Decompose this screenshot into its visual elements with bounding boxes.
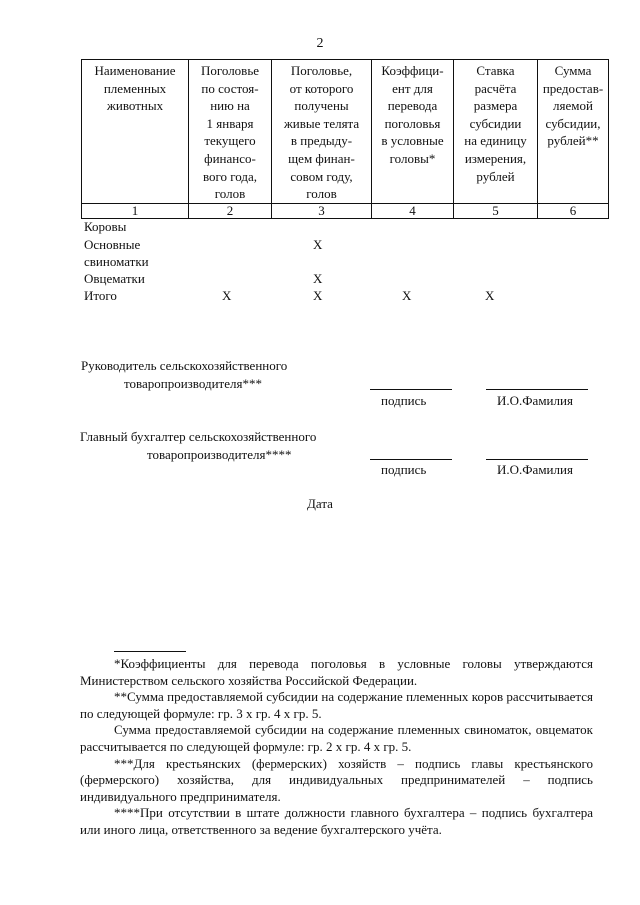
column-number: 2 xyxy=(189,203,272,218)
cell-mark: Х xyxy=(313,237,323,252)
column-number: 3 xyxy=(272,203,372,218)
cell-mark: Х xyxy=(313,271,323,286)
name-caption: И.О.Фамилия xyxy=(497,393,573,408)
row-label-sows-line2: свиноматки xyxy=(84,254,149,269)
column-number-row xyxy=(82,203,609,218)
column-number: 4 xyxy=(372,203,454,218)
column-number: 6 xyxy=(538,203,609,218)
row-label-total: Итого xyxy=(84,288,117,303)
name-caption: И.О.Фамилия xyxy=(497,462,573,477)
column-number: 5 xyxy=(454,203,538,218)
row-label-ewes: Овцематки xyxy=(84,271,145,286)
name-line xyxy=(486,459,588,460)
footnote: **Сумма предоставляемой субсидии на содержание племенных коров рассчитывается по следующей формуле: гр. 3 х гр. 4 х гр. 5. xyxy=(80,689,593,721)
cell-mark: Х xyxy=(485,288,495,303)
page-number: 2 xyxy=(316,36,324,51)
header-cell: Наименование племенных животных xyxy=(82,60,189,204)
footnote-rule xyxy=(114,651,186,652)
header-cell: Сумма предостав- ляемой субсидии, рублей** xyxy=(538,60,609,204)
signatory-title-line2: товаропроизводителя*** xyxy=(124,376,262,391)
column-number: 1 xyxy=(82,203,189,218)
footnote: Сумма предоставляемой субсидии на содержание племенных свиноматок, овцематок рассчитывается по следующей формуле: гр. 2 х гр. 4 х гр. 5. xyxy=(80,722,593,754)
signature-line xyxy=(370,459,452,460)
signature-caption: подпись xyxy=(381,393,427,408)
header-cell: Ставка расчёта размера субсидии на единицу измерения, рублей xyxy=(454,60,538,204)
signature-caption: подпись xyxy=(381,462,427,477)
cell-mark: Х xyxy=(402,288,412,303)
subsidy-table xyxy=(81,59,609,219)
cell-mark: Х xyxy=(313,288,323,303)
accountant-title-line2: товаропроизводителя**** xyxy=(147,447,292,462)
header-cell: Поголовье, от которого получены живые телята в предыду- щем финан- совом году, голов xyxy=(272,60,372,204)
table-header-row xyxy=(82,60,609,204)
cell-mark: Х xyxy=(222,288,232,303)
footnotes xyxy=(80,656,593,839)
header-cell: Поголовье по состоя- нию на 1 января текущего финансо- вого года, голов xyxy=(189,60,272,204)
date-label: Дата xyxy=(307,496,333,511)
footnote: *Коэффициенты для перевода поголовья в условные головы утверждаются Министерством сельского хозяйства Российской Федерации. xyxy=(80,656,593,688)
row-label-sows-line1: Основные xyxy=(84,237,141,252)
name-line xyxy=(486,389,588,390)
row-label-cows: Коровы xyxy=(84,219,127,234)
signatory-title-line1: Руководитель сельскохозяйственного xyxy=(81,358,288,373)
header-cell: Коэффици- ент для перевода поголовья в условные головы* xyxy=(372,60,454,204)
footnote: ****При отсутствии в штате должности главного бухгалтера – подпись бухгалтера или иного лица, ответственного за ведение бухгалтерского учёта. xyxy=(80,805,593,837)
signature-line xyxy=(370,389,452,390)
accountant-title-line1: Главный бухгалтер сельскохозяйственного xyxy=(80,429,317,444)
footnote: ***Для крестьянских (фермерских) хозяйств – подпись главы крестьянского (фермерского) хозяйства, для индивидуальных предпринимателей – подпись индивидуального предпринимателя. xyxy=(80,755,593,804)
